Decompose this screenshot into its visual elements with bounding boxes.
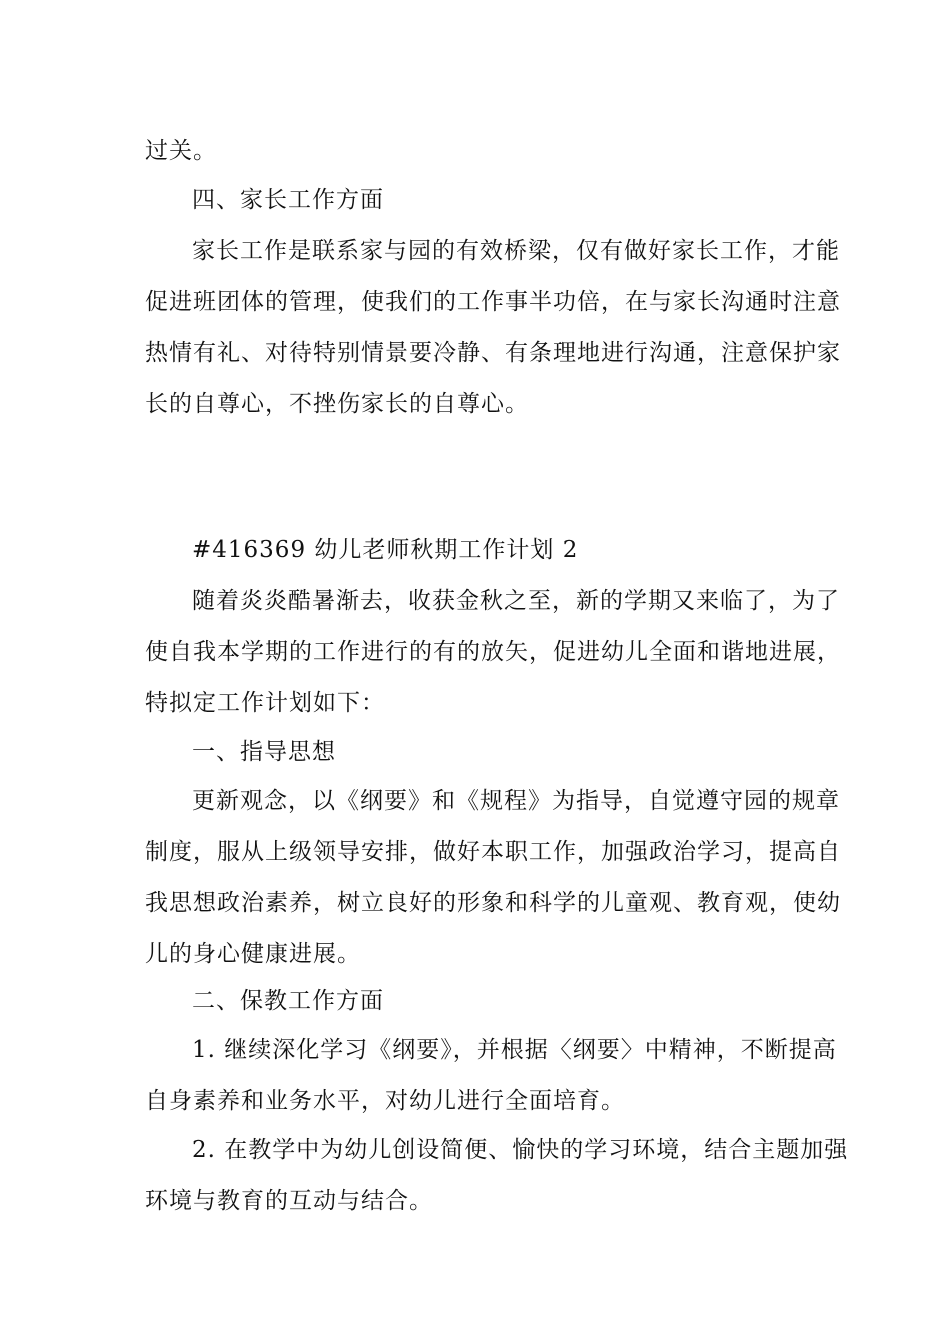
- paragraph-continuation: [145, 126, 810, 177]
- text-line: 过关。: [145, 138, 217, 164]
- paragraph-guiding-thought: [145, 776, 841, 980]
- text-line: 2. 在教学中为幼儿创设简便、愉快的学习环境，结合主题加强: [192, 1137, 849, 1163]
- text-line: 环境与教育的互动与结合。: [145, 1188, 433, 1214]
- section-heading-parent-work: [145, 175, 810, 226]
- text-line: 长的自尊心，不挫伤家长的自尊心。: [145, 391, 529, 417]
- list-item-1: [145, 1025, 837, 1127]
- text-line: 热情有礼、对待特别情景要冷静、有条理地进行沟通，注意保护家: [145, 340, 841, 366]
- paragraph-intro: [145, 576, 841, 729]
- paragraph-parent-work: [145, 226, 841, 430]
- text-line: 特拟定工作计划如下：: [145, 690, 385, 716]
- text-line: 二、保教工作方面: [192, 988, 384, 1014]
- text-line: 自身素养和业务水平，对幼儿进行全面培育。: [145, 1088, 625, 1114]
- text-line: 随着炎炎酷暑渐去，收获金秋之至，新的学期又来临了，为了: [192, 588, 840, 614]
- section-heading-guiding-thought: [145, 727, 810, 778]
- text-line: 更新观念，以《纲要》和《规程》为指导，自觉遵守园的规章: [192, 788, 840, 814]
- text-line: 一、指导思想: [192, 739, 336, 765]
- text-line: 四、家长工作方面: [192, 187, 384, 213]
- list-item-2: [145, 1125, 849, 1227]
- section-heading-care-education: [145, 976, 810, 1027]
- text-line: 制度，服从上级领导安排，做好本职工作，加强政治学习，提高自: [145, 839, 841, 865]
- text-line: 家长工作是联系家与园的有效桥梁，仅有做好家长工作，才能: [192, 238, 840, 264]
- document-title: [145, 525, 810, 576]
- text-line: #416369 幼儿老师秋期工作计划 2: [192, 537, 579, 563]
- text-line: 1. 继续深化学习《纲要》，并根据〈纲要〉中精神，不断提高: [192, 1037, 837, 1063]
- text-line: 促进班团体的管理，使我们的工作事半功倍，在与家长沟通时注意: [145, 289, 841, 315]
- text-line: 儿的身心健康进展。: [145, 941, 361, 967]
- text-line: 使自我本学期的工作进行的有的放矢，促进幼儿全面和谐地进展，: [145, 639, 841, 665]
- text-line: 我思想政治素养，树立良好的形象和科学的儿童观、教育观，使幼: [145, 890, 841, 916]
